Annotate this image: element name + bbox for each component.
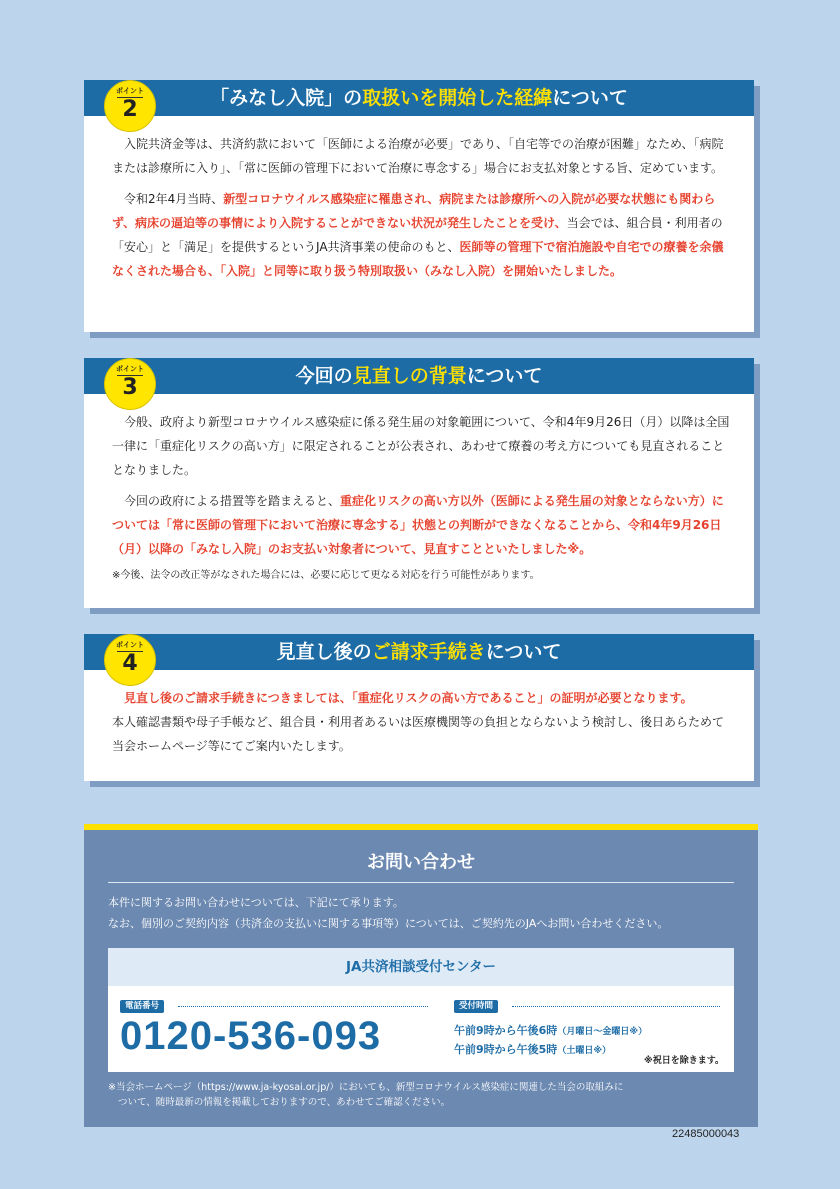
contact-intro — [108, 892, 668, 934]
hours-days: （月曜日～金曜日※） — [557, 1027, 648, 1037]
paragraph — [112, 187, 730, 283]
contact-title: お問い合わせ — [367, 852, 475, 873]
badge-number: 2 — [122, 97, 138, 122]
website-note-line: ついて、随時最新の情報を掲載しておりますので、あわせてご確認ください。 — [118, 1097, 451, 1108]
hours-saturday — [454, 1041, 647, 1060]
heading-text: 見直し後の — [276, 641, 372, 663]
emphasis-text: 新型コロナウイルス感染症に罹患され、病院または診療所への入院が必要な状態にも関わらず、病床の逼迫等の事情により入院することができない状況が発生したことを受け、 — [112, 192, 716, 230]
text-span: 当会では、組合員・利用者の「安心」と「満足」を提供するというJA共済事業の使命のもと、 — [112, 216, 723, 254]
document-number: 22485000043 — [672, 1128, 740, 1140]
point-4-heading — [84, 634, 754, 670]
badge-number: 4 — [122, 651, 138, 676]
point-badge — [104, 634, 156, 686]
point-3-section — [84, 358, 754, 608]
emphasis-paragraph: 見直し後のご請求手続きにつきましては、「重症化リスクの高い方であること」の証明が必要となります。 — [124, 691, 693, 705]
dotted-divider — [178, 1006, 428, 1007]
phone-number-link[interactable]: 0120-536-093 — [120, 1014, 382, 1058]
point-3-heading — [84, 358, 754, 394]
hours-days: （土曜日※） — [557, 1046, 612, 1056]
hours-label-tag: 受付時間 — [454, 1000, 498, 1013]
badge-label: ポイント — [116, 87, 144, 95]
phone-label-tag: 電話番号 — [120, 1000, 164, 1013]
call-center-name: JA共済相談受付センター — [108, 948, 734, 986]
heading-highlight: 見直しの背景 — [352, 365, 467, 387]
text-span: 今回の政府による措置等を踏まえると、 — [124, 494, 341, 508]
contact-line: 本件に関するお問い合わせについては、下記にて承ります。 — [108, 896, 404, 909]
text-span: 令和2年4月当時、 — [124, 192, 224, 206]
heading-highlight: ご請求手続き — [371, 641, 486, 663]
hours-weekday — [454, 1022, 647, 1041]
heading-highlight: 取扱いを開始した経緯 — [362, 87, 553, 109]
heading-text: 「みなし入院」の — [210, 87, 363, 109]
point-2-body — [112, 132, 730, 290]
emphasis-text: 医師等の管理下で宿泊施設や自宅での療養を余儀なくされた場合も、「入院」と同等に取り扱う特別取扱い（みなし入院）を開始いたしました。 — [112, 240, 724, 278]
contact-section — [84, 824, 758, 1127]
paragraph — [112, 489, 730, 561]
website-note — [108, 1080, 623, 1110]
contact-line: なお、個別のご契約内容（共済金の支払いに関する事項等）については、ご契約先のJAへお問い合わせください。 — [108, 917, 669, 930]
badge-label: ポイント — [116, 365, 144, 373]
heading-text: 今回の — [295, 365, 353, 387]
paragraph: 入院共済金等は、共済約款において「医師による治療が必要」であり、「自宅等での治療が困難」なため、「病院または診療所に入り」、「常に医師の管理下において治療に専念する」場合にお支払対象とする旨、定めています。 — [112, 137, 724, 175]
heading-text: について — [466, 365, 543, 387]
emphasis-text: 重症化リスクの高い方以外（医師による発生届の対象とならない方）については「常に医師の管理下において治療に専念する」状態との判断ができなくなることから、令和4年9月26日（月）以降の「みなし入院」のお支払い対象者について、見直すことといたしました※。 — [112, 494, 724, 556]
paragraph: 今般、政府より新型コロナウイルス感染症に係る発生届の対象範囲について、令和4年9月26日（月）以降は全国一律に「重症化リスクの高い方」に限定されることが公表され、あわせて療養の考え方についても見直されることとなりました。 — [112, 415, 730, 477]
point-4-body — [112, 686, 730, 765]
point-badge — [104, 80, 156, 132]
badge-number: 3 — [122, 375, 138, 400]
hours-text: 午前9時から午後6時 — [454, 1024, 558, 1037]
badge-label: ポイント — [116, 641, 144, 649]
point-3-body — [112, 410, 730, 591]
hours-text: 午前9時から午後5時 — [454, 1043, 558, 1056]
divider — [108, 882, 734, 883]
heading-text: について — [552, 87, 628, 109]
call-center-box — [108, 948, 734, 1072]
business-hours — [454, 1022, 647, 1060]
point-4-section — [84, 634, 754, 781]
heading-text: について — [485, 641, 562, 663]
paragraph: 本人確認書類や母子手帳など、組合員・利用者あるいは医療機関等の負担とならないよう検討し、後日あらためて当会ホームページ等にてご案内いたします。 — [112, 715, 725, 753]
dotted-divider — [512, 1006, 720, 1007]
point-2-section — [84, 80, 754, 332]
point-badge — [104, 358, 156, 410]
point-2-heading — [84, 80, 754, 116]
holiday-note: ※祝日を除きます。 — [643, 1056, 724, 1066]
footnote: ※今後、法令の改正等がなされた場合には、必要に応じて更なる対応を行う可能性があります。 — [112, 570, 540, 581]
website-note-line: ※当会ホームページ（https://www.ja-kyosai.or.jp/）においても、新型コロナウイルス感染症に関連した当会の取組みに — [108, 1082, 624, 1093]
